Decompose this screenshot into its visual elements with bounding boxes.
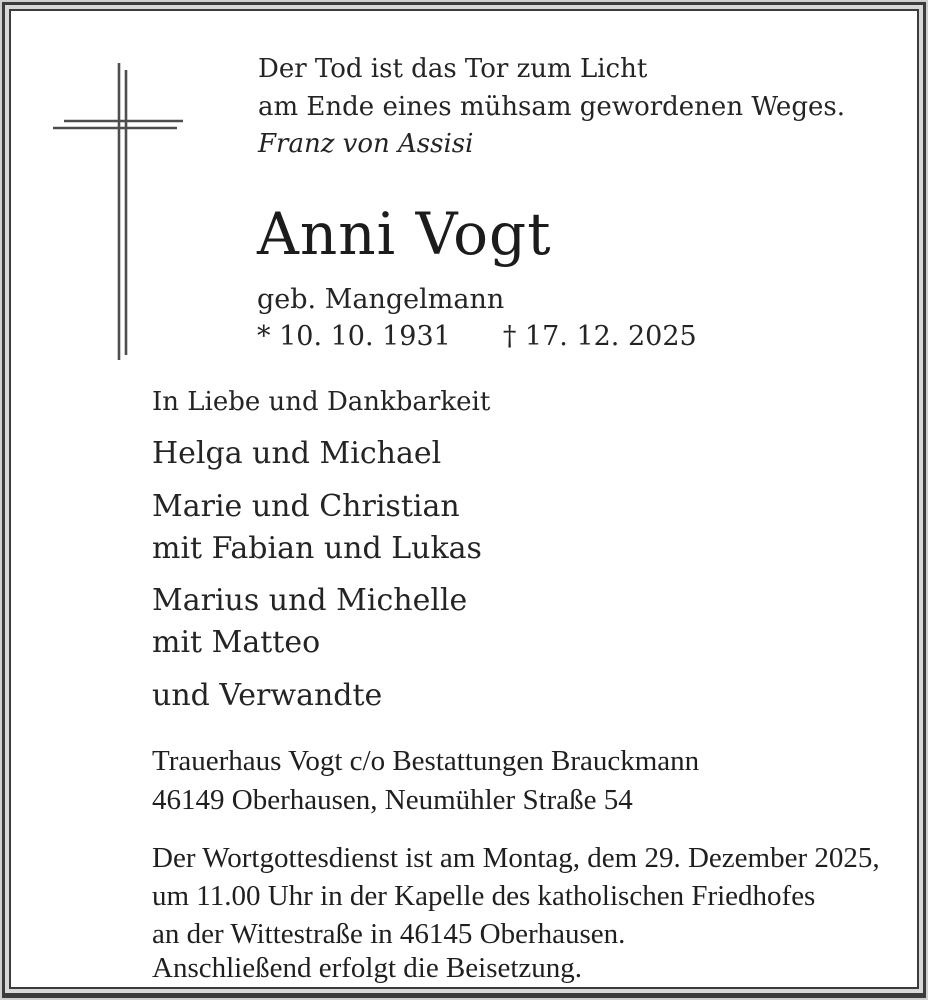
- mourner-line: mit Fabian und Lukas: [152, 531, 482, 566]
- mourner-line: Marius und Michelle: [152, 583, 468, 618]
- quote-attribution: Franz von Assisi: [258, 129, 474, 159]
- address-line-2: 46149 Oberhausen, Neumühler Straße 54: [152, 784, 633, 816]
- closing-line: Anschließend erfolgt die Beisetzung.: [152, 952, 583, 984]
- mourner-group: [152, 486, 482, 570]
- deceased-name: Anni Vogt: [257, 200, 552, 268]
- outer-frame: [2, 2, 926, 998]
- maiden-name: geb. Mangelmann: [257, 284, 505, 315]
- quote-line-1: Der Tod ist das Tor zum Licht: [258, 54, 648, 84]
- quote-block: [258, 51, 845, 164]
- mourners-intro: In Liebe und Dankbarkeit: [152, 387, 491, 417]
- death-date: † 17. 12. 2025: [502, 321, 697, 352]
- birth-date: * 10. 10. 1931: [257, 321, 451, 352]
- mourner-line: Helga und Michael: [152, 436, 442, 471]
- inner-frame: [9, 9, 919, 989]
- mourner-group: [152, 675, 382, 717]
- cross-icon: [45, 55, 195, 371]
- service-line-2: um 11.00 Uhr in der Kapelle des katholischen Friedhofes: [152, 880, 816, 912]
- service-details: [152, 839, 880, 953]
- quote-line-2: am Ende eines mühsam gewordenen Weges.: [258, 91, 845, 122]
- funeral-home-address: [152, 742, 699, 820]
- mourner-line: und Verwandte: [152, 678, 383, 713]
- mourner-line: Marie und Christian: [152, 489, 460, 524]
- mourner-group: [152, 433, 441, 475]
- life-dates: [257, 321, 697, 352]
- mourner-line: mit Matteo: [152, 625, 321, 660]
- address-line-1: Trauerhaus Vogt c/o Bestattungen Brauckmann: [152, 745, 700, 777]
- mourner-group: [152, 580, 467, 664]
- service-line-3: an der Wittestraße in 46145 Oberhausen.: [152, 918, 626, 950]
- service-line-1: Der Wortgottesdienst ist am Montag, dem 29. Dezember 2025,: [152, 842, 880, 874]
